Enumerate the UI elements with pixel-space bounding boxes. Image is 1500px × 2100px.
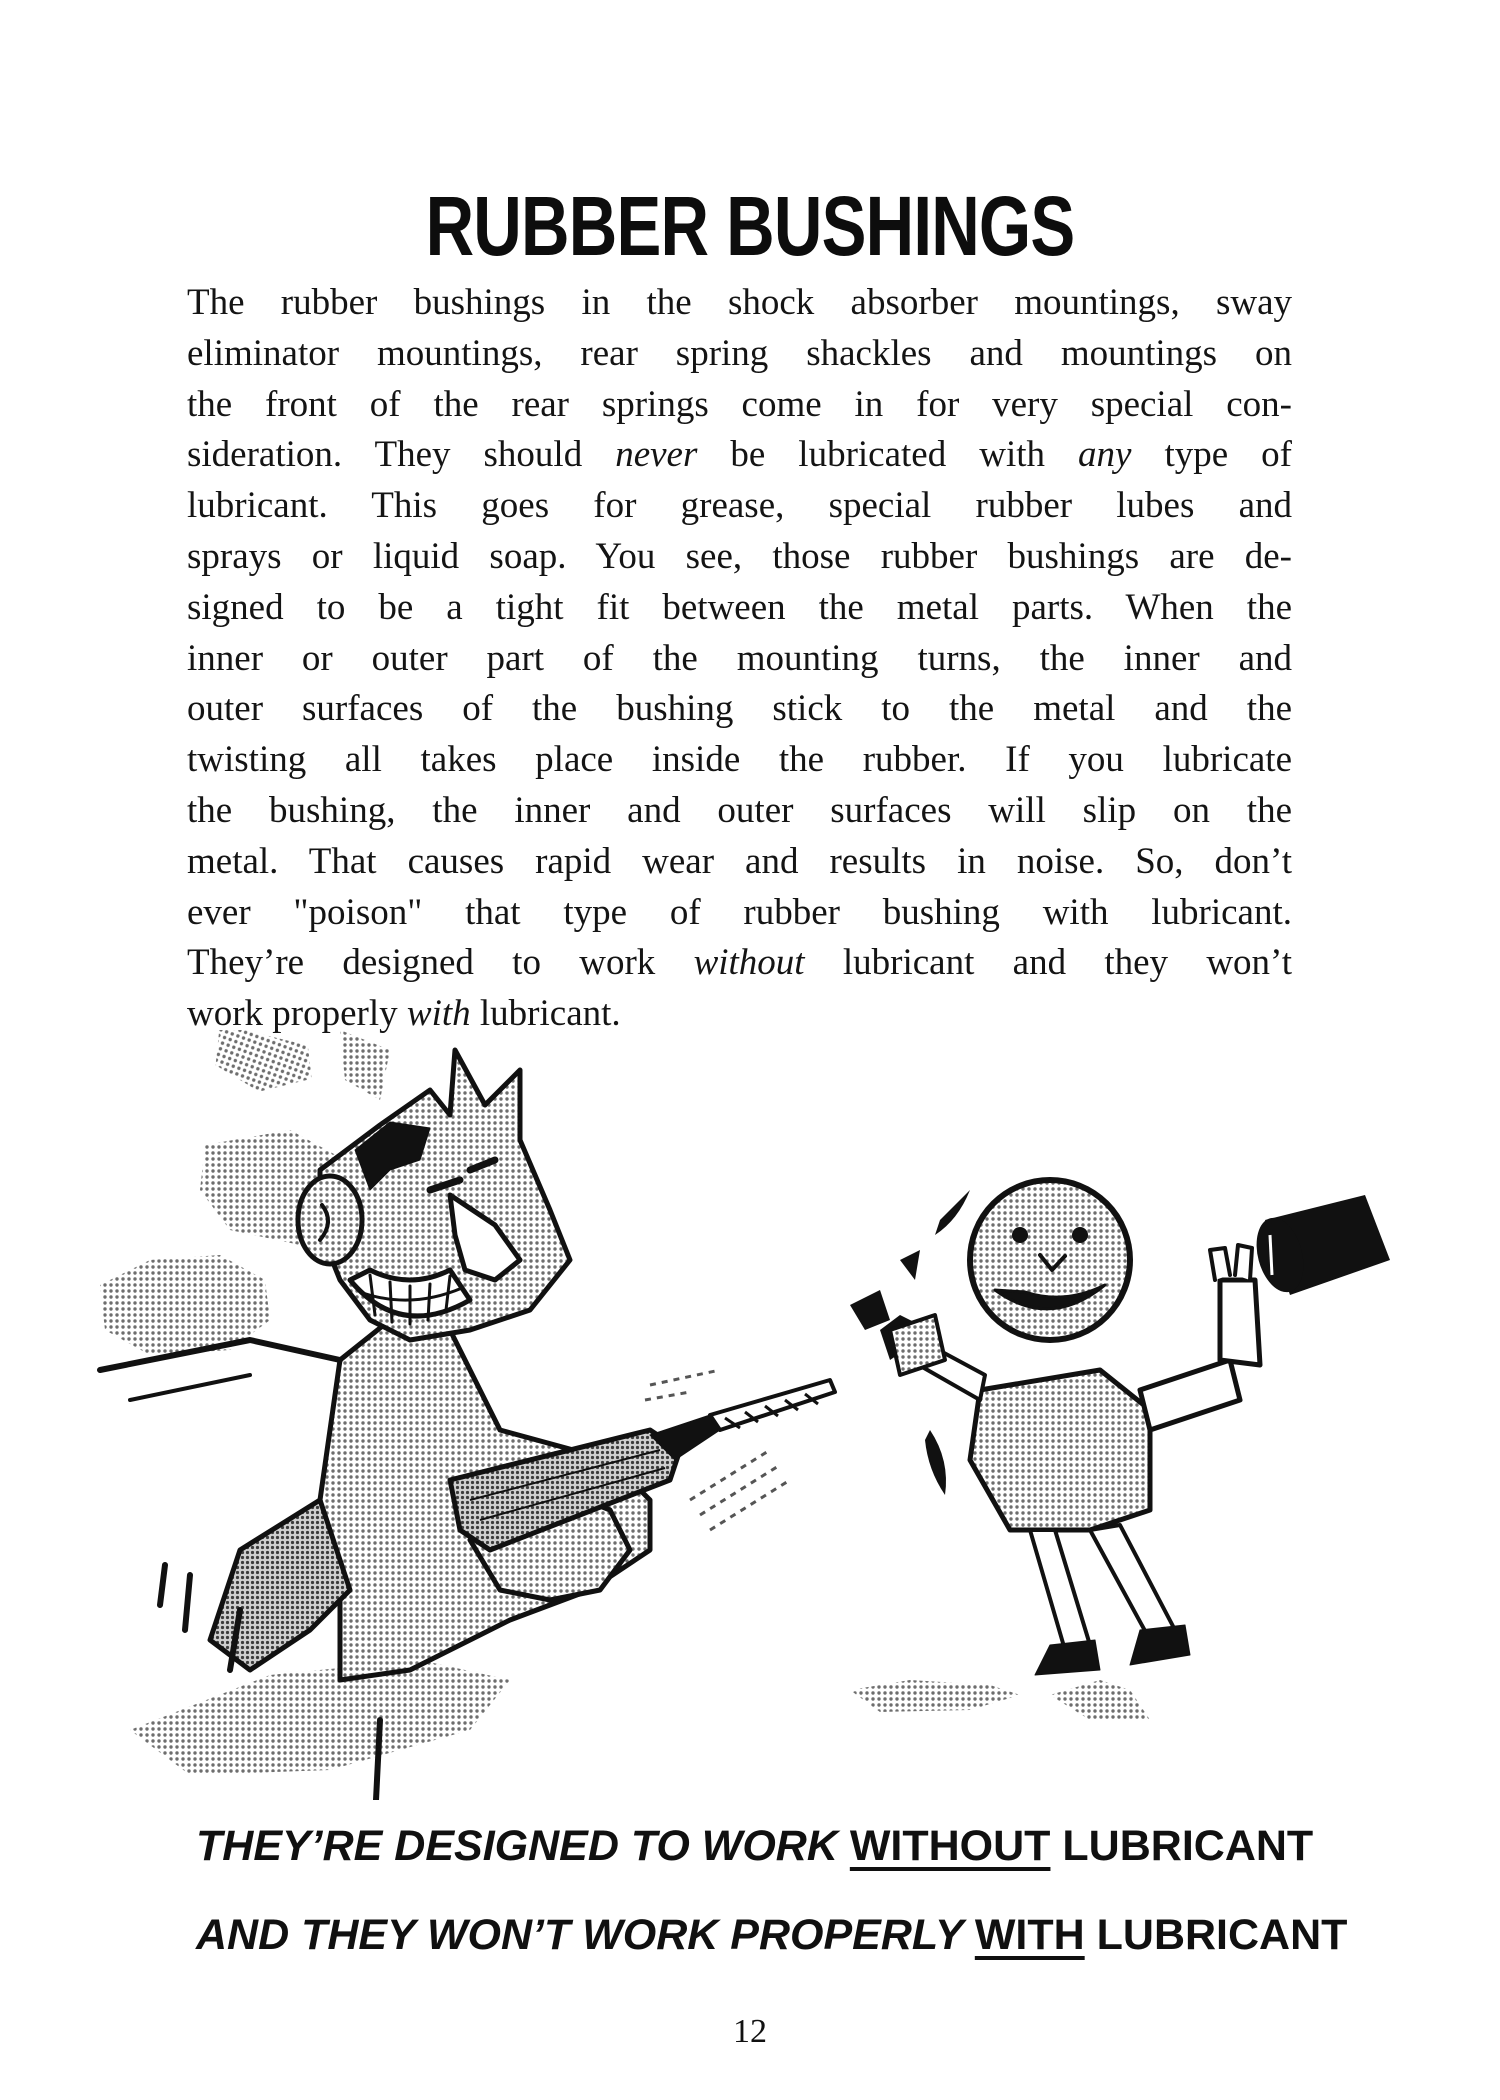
body-line	[187, 786, 1292, 837]
body-text-run: inner or outer part of the mounting turns, the inner and	[187, 637, 1292, 679]
caption-line-2-underlined: WITH	[974, 1911, 1085, 1959]
caption-line-1-underlined: WITHOUT	[849, 1822, 1051, 1870]
caption-line-1-italic: THEY’RE DESIGNED TO WORK	[196, 1822, 850, 1870]
body-line	[187, 634, 1292, 685]
body-text-run: twisting all takes place inside the rubber. If you lubricate	[187, 739, 1292, 781]
body-text-run: lubricant and they won’t	[804, 942, 1292, 984]
page-title: RUBBER BUSHINGS	[425, 179, 1075, 273]
body-text-run: metal. That causes rapid wear and results in noise. So, don’t	[187, 840, 1292, 882]
body-text-run: be lubricated with	[697, 434, 1079, 476]
caption-line-2-plain: LUBRICANT	[1084, 1911, 1348, 1959]
body-text-run: eliminator mountings, rear spring shackles and mountings on	[187, 332, 1292, 374]
body-line	[187, 684, 1292, 735]
body-text-run: the front of the rear springs come in for very special con-	[187, 383, 1292, 425]
caption-line-1	[196, 1822, 1314, 1871]
body-line	[187, 380, 1292, 431]
body-text-run: the bushing, the inner and outer surfaces will slip on the	[187, 789, 1292, 831]
body-line	[187, 430, 1292, 481]
body-line	[187, 938, 1292, 989]
body-line	[187, 837, 1292, 888]
body-line	[187, 888, 1292, 939]
body-text-run: lubricant. This goes for grease, special rubber lubes and	[187, 485, 1292, 527]
body-text-run: outer surfaces of the bushing stick to the metal and the	[187, 688, 1292, 730]
caption-line-2-italic: AND THEY WON’T WORK PROPERLY	[196, 1911, 975, 1959]
body-text-run: work properly	[187, 993, 407, 1035]
body-text-run: type of	[1131, 434, 1292, 476]
emphasized-word: with	[406, 993, 471, 1035]
flying-hat	[1249, 1195, 1390, 1297]
body-text-run: They’re designed to work	[187, 942, 694, 984]
emphasized-word: without	[693, 942, 805, 984]
caption-line-2	[196, 1911, 1348, 1960]
body-line	[187, 735, 1292, 786]
body-text-run: The rubber bushings in the shock absorber mountings, sway	[187, 282, 1292, 323]
body-line	[187, 583, 1292, 634]
body-paragraph	[187, 278, 1292, 1040]
caption-line-1-plain: LUBRICANT	[1050, 1822, 1314, 1870]
page-number: 12	[733, 2013, 767, 2050]
body-line	[187, 532, 1292, 583]
body-line	[187, 278, 1292, 329]
emphasized-word: never	[615, 434, 698, 476]
body-text-run: signed to be a tight fit between the metal parts. When the	[187, 586, 1292, 628]
cartoon-illustration	[90, 1030, 1410, 1800]
body-text-run: sprays or liquid soap. You see, those rubber bushings are de-	[187, 535, 1292, 577]
bushing-character	[890, 1180, 1260, 1675]
body-text-run: lubricant.	[470, 993, 621, 1035]
body-line	[187, 481, 1292, 532]
body-text-run: sideration. They should	[187, 434, 616, 476]
body-text-run: ever "poison" that type of rubber bushing with lubricant.	[187, 891, 1292, 933]
body-line	[187, 329, 1292, 380]
emphasized-word: any	[1078, 434, 1132, 476]
